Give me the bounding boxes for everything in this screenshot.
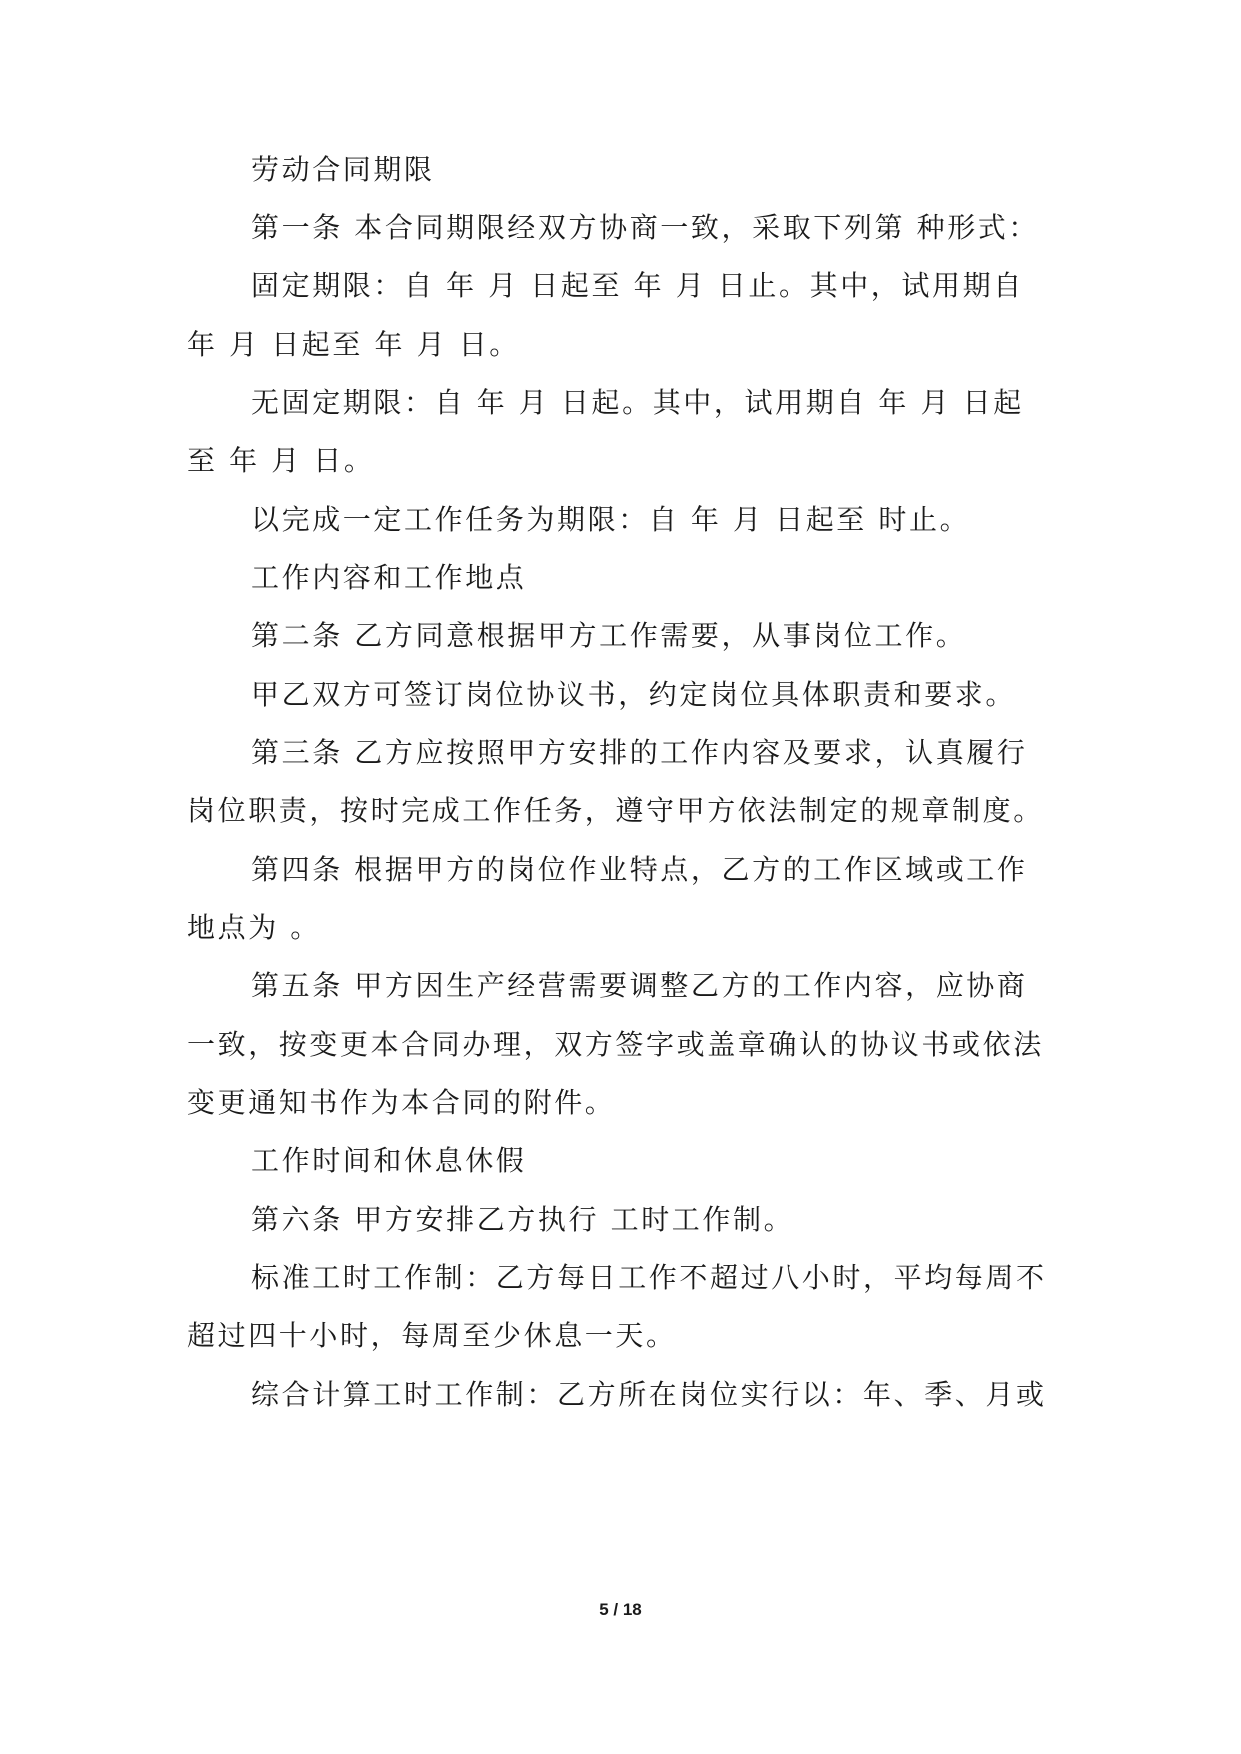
paragraph-post-agreement: 甲乙双方可签订岗位协议书，约定岗位具体职责和要求。: [251, 678, 1017, 711]
paragraph-task-term: 以完成一定工作任务为期限：自 年 月 日起至 时止。: [251, 503, 971, 536]
paragraph-fixed-term: 固定期限：自 年 月 日起至 年 月 日止。其中，试用期自: [251, 269, 1024, 302]
paragraph-article-4-continued: 地点为 。: [187, 911, 321, 944]
paragraph-article-3: 第三条 乙方应按照甲方安排的工作内容及要求，认真履行: [251, 736, 1028, 769]
paragraph-standard-hours-continued: 超过四十小时，每周至少休息一天。: [187, 1319, 677, 1352]
page-number: 5 / 18: [599, 1600, 642, 1619]
section-heading-work-content: 工作内容和工作地点: [251, 561, 527, 594]
paragraph-article-5-continued-2: 变更通知书作为本合同的附件。: [187, 1086, 616, 1119]
paragraph-comprehensive-hours: 综合计算工时工作制：乙方所在岗位实行以：年、季、月或: [251, 1378, 1047, 1411]
paragraph-article-6: 第六条 甲方安排乙方执行 工时工作制。: [251, 1203, 795, 1236]
paragraph-fixed-term-continued: 年 月 日起至 年 月 日。: [187, 328, 520, 361]
paragraph-standard-hours: 标准工时工作制：乙方每日工作不超过八小时，平均每周不: [251, 1261, 1047, 1294]
paragraph-article-4: 第四条 根据甲方的岗位作业特点，乙方的工作区域或工作: [251, 853, 1028, 886]
paragraph-article-5-continued-1: 一致，按变更本合同办理，双方签字或盖章确认的协议书或依法: [187, 1028, 1044, 1061]
section-heading-contract-term: 劳动合同期限: [251, 153, 435, 186]
paragraph-open-term: 无固定期限：自 年 月 日起。其中，试用期自 年 月 日起: [251, 386, 1024, 419]
paragraph-article-2: 第二条 乙方同意根据甲方工作需要，从事岗位工作。: [251, 619, 967, 652]
paragraph-article-3-continued: 岗位职责，按时完成工作任务，遵守甲方依法制定的规章制度。: [187, 794, 1044, 827]
paragraph-article-5: 第五条 甲方因生产经营需要调整乙方的工作内容，应协商: [251, 969, 1028, 1002]
paragraph-open-term-continued: 至 年 月 日。: [187, 444, 375, 477]
section-heading-working-hours: 工作时间和休息休假: [251, 1144, 527, 1177]
paragraph-article-1: 第一条 本合同期限经双方协商一致，采取下列第 种形式：: [251, 211, 1040, 244]
